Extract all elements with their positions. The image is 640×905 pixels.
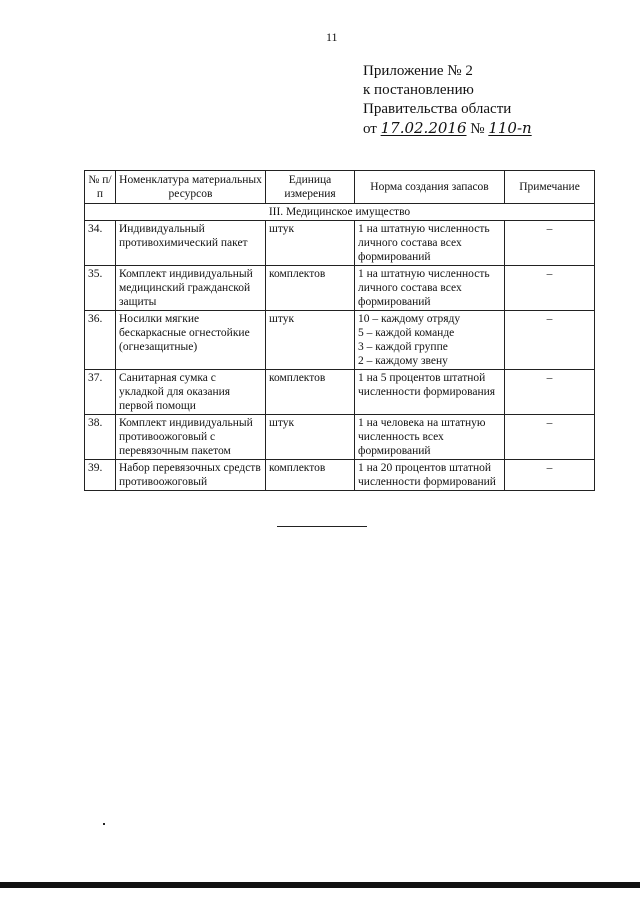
norm-line: 10 – каждому отряду	[358, 313, 461, 325]
norm-line: 1 на человека на штатную численность всех формирований	[358, 417, 486, 457]
table-row	[85, 460, 595, 491]
row-number: 39.	[85, 460, 116, 491]
norm-line: 1 на 20 процентов штатной численности формирований	[358, 462, 496, 488]
row-name: Носилки мягкие бескаркасные огнестойкие (огнезащитные)	[116, 311, 266, 370]
table-row	[85, 415, 595, 460]
row-unit: штук	[266, 415, 355, 460]
row-note: –	[505, 415, 595, 460]
section-title: III. Медицинское имущество	[85, 204, 595, 221]
table-row	[85, 221, 595, 266]
row-note: –	[505, 311, 595, 370]
table-row	[85, 266, 595, 311]
row-name: Индивидуальный противохимический пакет	[116, 221, 266, 266]
date-prefix: от	[363, 121, 377, 137]
row-norm	[355, 415, 505, 460]
scan-speck	[103, 823, 105, 825]
row-unit: штук	[266, 221, 355, 266]
row-note: –	[505, 266, 595, 311]
appendix-government-line: Правительства области	[363, 101, 512, 117]
norm-line: 1 на 5 процентов штатной численности формирования	[358, 372, 496, 398]
row-name: Набор перевязочных средств противоожоговый	[116, 460, 266, 491]
scan-edge-bar	[0, 882, 640, 888]
handwritten-date: 17.02.2016	[380, 119, 467, 137]
number-sign: №	[470, 121, 485, 137]
header-note: Примечание	[505, 171, 595, 204]
appendix-date-line	[363, 119, 532, 139]
row-norm	[355, 370, 505, 415]
appendix-header	[363, 62, 532, 139]
row-note: –	[505, 460, 595, 491]
row-note: –	[505, 370, 595, 415]
row-name: Санитарная сумка с укладкой для оказания первой помощи	[116, 370, 266, 415]
row-unit: комплектов	[266, 370, 355, 415]
table-row	[85, 370, 595, 415]
row-number: 38.	[85, 415, 116, 460]
row-unit: штук	[266, 311, 355, 370]
row-name: Комплект индивидуальный медицинский гражданской защиты	[116, 266, 266, 311]
row-norm	[355, 460, 505, 491]
section-row	[85, 204, 595, 221]
header-num: № п/п	[85, 171, 116, 204]
row-number: 34.	[85, 221, 116, 266]
norm-line: 2 – каждому звену	[358, 355, 448, 367]
table-row	[85, 311, 595, 370]
row-unit: комплектов	[266, 266, 355, 311]
row-norm	[355, 311, 505, 370]
row-name: Комплект индивидуальный противоожоговый с перевязочным пакетом	[116, 415, 266, 460]
norm-line: 3 – каждой группе	[358, 341, 448, 353]
row-number: 36.	[85, 311, 116, 370]
row-norm	[355, 221, 505, 266]
norm-line: 5 – каждой команде	[358, 327, 455, 339]
header-nomenclature: Номенклатура материальных ресурсов	[116, 171, 266, 204]
resources-table	[84, 170, 595, 491]
row-unit: комплектов	[266, 460, 355, 491]
handwritten-number: 110-п	[488, 119, 532, 137]
table-header-row	[85, 171, 595, 204]
header-norm: Норма создания запасов	[355, 171, 505, 204]
row-norm	[355, 266, 505, 311]
row-note: –	[505, 221, 595, 266]
appendix-resolution-line: к постановлению	[363, 82, 474, 98]
page-number: 11	[326, 30, 338, 44]
norm-line: 1 на штатную численность личного состава всех формирований	[358, 268, 490, 308]
row-number: 37.	[85, 370, 116, 415]
appendix-title: Приложение № 2	[363, 63, 473, 79]
header-unit: Единица измерения	[266, 171, 355, 204]
row-number: 35.	[85, 266, 116, 311]
end-divider	[277, 526, 367, 527]
norm-line: 1 на штатную численность личного состава всех формирований	[358, 223, 490, 263]
